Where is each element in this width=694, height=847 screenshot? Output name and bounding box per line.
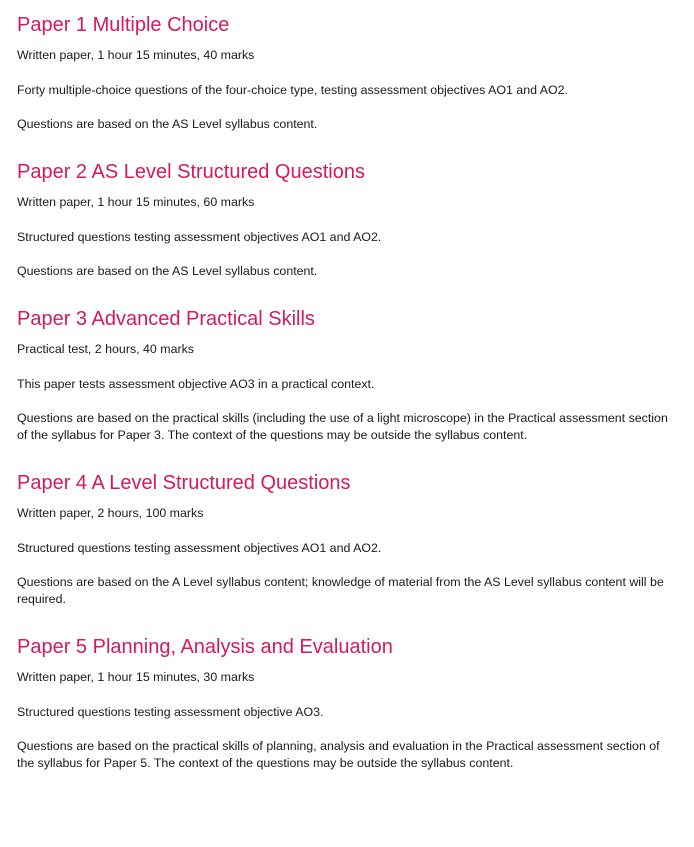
section-title: Paper 1 Multiple Choice <box>17 14 230 36</box>
section-title: Paper 2 AS Level Structured Questions <box>17 161 365 183</box>
paper-content-basis: Questions are based on the practical skills of planning, analysis and evaluation in the Practical assessment section of the syllabus for Paper 5. The context of the questions may be outside the syllabus content. <box>17 739 660 770</box>
paper-content-basis: Questions are based on the AS Level syllabus content. <box>17 264 318 278</box>
paper-format: Written paper, 1 hour 15 minutes, 60 marks <box>17 195 255 209</box>
section-title: Paper 3 Advanced Practical Skills <box>17 308 315 330</box>
paper-description: Structured questions testing assessment objective AO3. <box>17 704 324 719</box>
section-paper-3 <box>17 306 672 444</box>
paper-format: Written paper, 1 hour 15 minutes, 30 marks <box>17 670 255 684</box>
paper-description: Structured questions testing assessment objectives AO1 and AO2. <box>17 229 382 244</box>
paper-format: Practical test, 2 hours, 40 marks <box>17 342 194 356</box>
paper-description: This paper tests assessment objective AO3 in a practical context. <box>17 376 375 391</box>
section-paper-4 <box>17 470 672 608</box>
paper-content-basis: Questions are based on the practical skills (including the use of a light microscope) in the Practical assessment section of the syllabus for Paper 3. The context of the questions may be outside the syllabus content. <box>17 411 668 442</box>
section-paper-2 <box>17 159 672 280</box>
section-title: Paper 4 A Level Structured Questions <box>17 472 351 494</box>
paper-format: Written paper, 1 hour 15 minutes, 40 marks <box>17 48 255 62</box>
paper-format: Written paper, 2 hours, 100 marks <box>17 506 204 520</box>
document-page <box>17 12 672 798</box>
paper-description: Forty multiple-choice questions of the four-choice type, testing assessment objectives AO1 and AO2. <box>17 82 568 97</box>
paper-content-basis: Questions are based on the AS Level syllabus content. <box>17 117 318 131</box>
section-paper-5 <box>17 634 672 772</box>
section-title: Paper 5 Planning, Analysis and Evaluation <box>17 636 393 658</box>
section-paper-1 <box>17 12 672 133</box>
paper-content-basis: Questions are based on the A Level syllabus content; knowledge of material from the AS Level syllabus content will be required. <box>17 575 664 606</box>
paper-description: Structured questions testing assessment objectives AO1 and AO2. <box>17 540 382 555</box>
